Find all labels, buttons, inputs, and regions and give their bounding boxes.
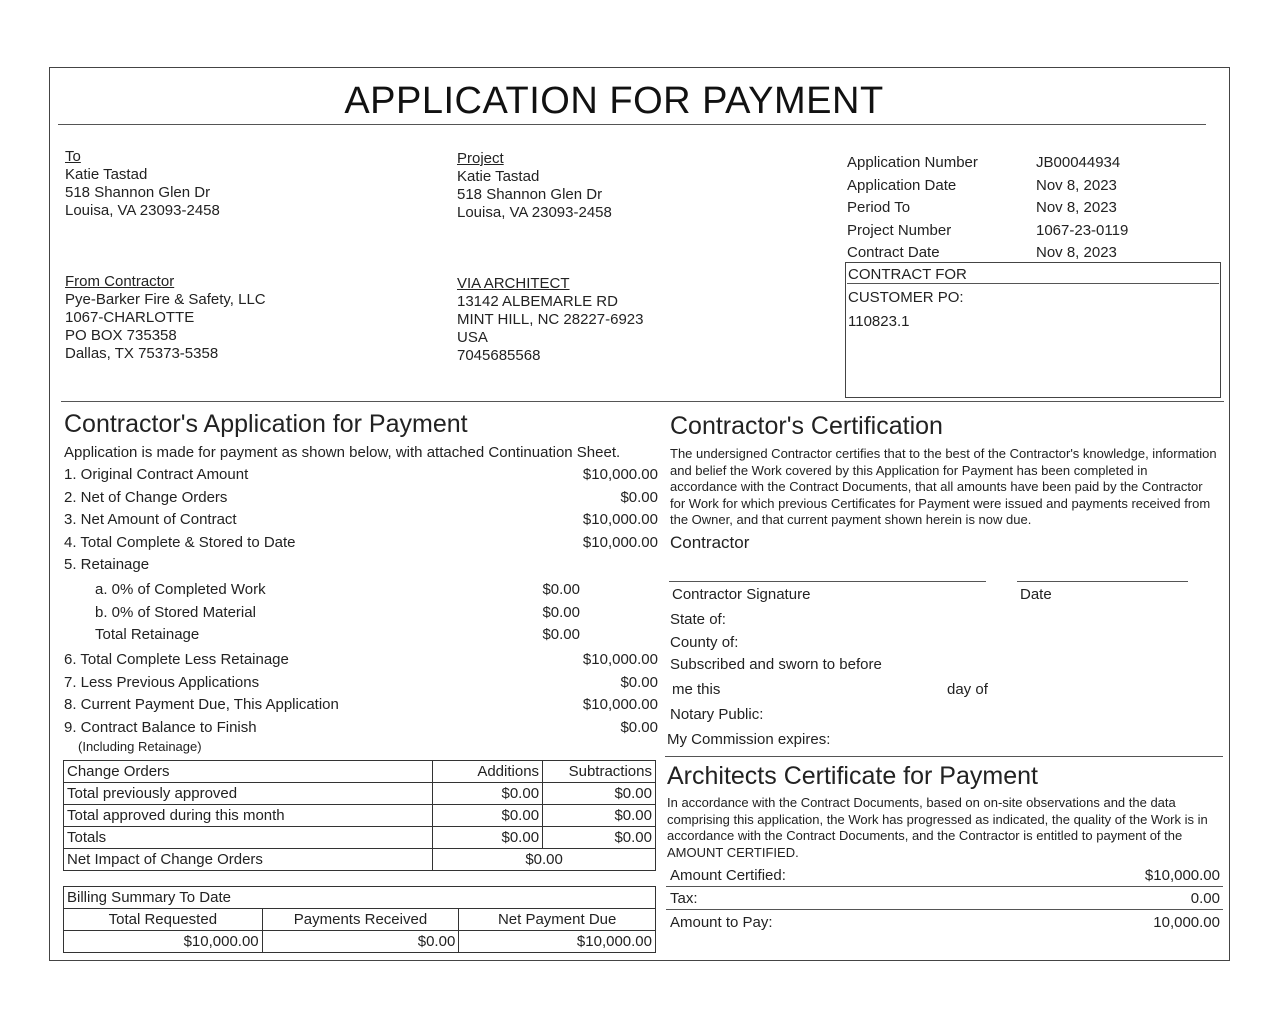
previously-approved-additions: $0.00 — [433, 783, 543, 805]
contractor-label: Contractor — [670, 533, 750, 552]
contract-balance-note: (Including Retainage) — [78, 739, 202, 754]
total-retainage-value: $0.00 — [542, 626, 580, 643]
amount-certified-value: $10,000.00 — [1144, 867, 1220, 884]
net-impact-label: Net Impact of Change Orders — [64, 849, 433, 871]
project-address-line2: Louisa, VA 23093-2458 — [457, 204, 612, 221]
previous-applications-label: 7. Less Previous Applications — [64, 674, 260, 691]
completed-work-retainage-label: a. 0% of Completed Work — [95, 581, 266, 598]
contractor-signature-label: Contractor Signature — [672, 586, 811, 603]
customer-po-label: CUSTOMER PO: — [848, 289, 964, 306]
change-orders-table — [63, 760, 656, 871]
commission-expires-label: My Commission expires: — [667, 731, 831, 748]
contract-balance-value: $0.00 — [620, 719, 658, 736]
info-labels — [847, 152, 978, 265]
tax-label: Tax: — [670, 890, 698, 907]
certification-heading: Contractor's Certification — [670, 412, 943, 440]
me-this-label: me this — [672, 681, 721, 698]
from-name: Pye-Barker Fire & Safety, LLC — [65, 291, 266, 308]
to-address-line1: 518 Shannon Glen Dr — [65, 184, 211, 201]
current-payment-due-label: 8. Current Payment Due, This Application — [64, 696, 339, 713]
from-contractor-block — [65, 273, 266, 363]
project-number-label: Project Number — [847, 221, 952, 239]
from-heading: From Contractor — [65, 273, 175, 290]
complete-less-retainage-value: $10,000.00 — [582, 651, 658, 668]
to-address-line2: Louisa, VA 23093-2458 — [65, 202, 220, 219]
previous-applications-value: $0.00 — [620, 674, 658, 691]
period-to-label: Period To — [847, 199, 911, 216]
amount-certified-label: Amount Certified: — [670, 867, 786, 884]
net-change-orders-label: 2. Net of Change Orders — [64, 489, 228, 506]
via-heading: VIA ARCHITECT — [457, 275, 570, 292]
subscribed-sworn-label: Subscribed and sworn to before — [670, 656, 882, 673]
architect-heading: Architects Certificate for Payment — [667, 762, 1038, 790]
original-contract-label: 1. Original Contract Amount — [64, 466, 249, 483]
totals-subtractions: $0.00 — [543, 827, 656, 849]
contract-date-label: Contract Date — [847, 244, 940, 261]
to-name: Katie Tastad — [65, 166, 148, 183]
net-amount-contract-value: $10,000.00 — [582, 511, 658, 528]
total-complete-label: 4. Total Complete & Stored to Date — [64, 534, 296, 551]
day-of-label: day of — [947, 681, 988, 698]
approved-this-month-additions: $0.00 — [433, 805, 543, 827]
total-requested-value: $10,000.00 — [64, 931, 263, 953]
via-architect-block — [457, 275, 643, 365]
from-line3: Dallas, TX 75373-5358 — [65, 345, 219, 362]
application-number-label: Application Number — [847, 154, 978, 171]
date-line — [1017, 581, 1188, 582]
application-intro: Application is made for payment as shown below, with attached Continuation Sheet. — [64, 444, 621, 461]
via-line2: MINT HILL, NC 28227-6923 — [457, 311, 644, 328]
net-amount-contract-label: 3. Net Amount of Contract — [64, 511, 237, 528]
page-title: APPLICATION FOR PAYMENT — [344, 80, 884, 122]
amount-to-pay-value: 10,000.00 — [1153, 914, 1220, 931]
net-impact-value: $0.00 — [433, 849, 656, 871]
project-address-line1: 518 Shannon Glen Dr — [457, 186, 603, 203]
contract-date-value: Nov 8, 2023 — [1036, 244, 1117, 261]
title-divider — [58, 124, 1206, 125]
state-of-label: State of: — [670, 611, 726, 628]
signature-line — [669, 581, 986, 582]
to-heading: To — [65, 148, 81, 165]
total-retainage-label: Total Retainage — [95, 626, 200, 643]
original-contract-value: $10,000.00 — [582, 466, 658, 483]
project-block — [457, 150, 612, 222]
table-row — [64, 931, 656, 953]
payments-received-header: Payments Received — [262, 909, 459, 931]
change-orders-header: Change Orders — [64, 761, 433, 783]
application-date-value: Nov 8, 2023 — [1036, 176, 1117, 194]
change-orders-header-row — [64, 761, 656, 783]
period-to-value: Nov 8, 2023 — [1036, 199, 1117, 216]
county-of-label: County of: — [670, 634, 739, 651]
approved-this-month-subtractions: $0.00 — [543, 805, 656, 827]
net-payment-due-value: $10,000.00 — [459, 931, 656, 953]
subtractions-header: Subtractions — [543, 761, 656, 783]
project-name: Katie Tastad — [457, 168, 540, 185]
application-heading: Contractor's Application for Payment — [64, 410, 468, 438]
current-payment-due-value: $10,000.00 — [582, 696, 658, 713]
previously-approved-label: Total previously approved — [64, 783, 433, 805]
complete-less-retainage-label: 6. Total Complete Less Retainage — [64, 651, 289, 668]
table-row — [64, 783, 656, 805]
previously-approved-subtractions: $0.00 — [543, 783, 656, 805]
totals-additions: $0.00 — [433, 827, 543, 849]
contract-for-heading: CONTRACT FOR — [848, 266, 967, 283]
project-number-value: 1067-23-0119 — [1036, 221, 1129, 239]
info-values — [1036, 152, 1128, 265]
payments-received-value: $0.00 — [262, 931, 459, 953]
certification-divider — [665, 756, 1223, 757]
amount-to-pay-label: Amount to Pay: — [670, 914, 773, 931]
via-line1: 13142 ALBEMARLE RD — [457, 293, 618, 310]
contract-balance-label: 9. Contract Balance to Finish — [64, 719, 257, 736]
approved-this-month-label: Total approved during this month — [64, 805, 433, 827]
table-row — [64, 805, 656, 827]
table-row — [64, 849, 656, 871]
via-line3: USA — [457, 329, 488, 346]
via-line4: 7045685568 — [457, 347, 541, 364]
retainage-label: 5. Retainage — [64, 556, 150, 573]
additions-header: Additions — [433, 761, 543, 783]
stored-material-retainage-value: $0.00 — [542, 604, 580, 621]
completed-work-retainage-value: $0.00 — [542, 581, 580, 598]
customer-po-value: 110823.1 — [848, 313, 910, 330]
stored-material-retainage-label: b. 0% of Stored Material — [95, 604, 256, 621]
certification-text: The undersigned Contractor certifies that to the best of the Contractor's knowledge, information and belief the Work covered by this Application for Payment has been completed in accordance with the Contract Documents, that all amounts have been paid by the Contractor for Work for which previous Certificates for Payment were issued and payments received from the Owner, and that current payment shown herein is now due. — [670, 446, 1217, 527]
certified-divider — [666, 886, 1223, 887]
tax-divider — [666, 909, 1223, 910]
application-number-value: JB00044934 — [1036, 154, 1121, 171]
from-line2: PO BOX 735358 — [65, 327, 177, 344]
total-requested-header: Total Requested — [64, 909, 263, 931]
header-divider — [61, 401, 1224, 402]
total-complete-value: $10,000.00 — [582, 534, 658, 551]
project-heading: Project — [457, 150, 504, 167]
architect-text: In accordance with the Contract Documents, based on on-site observations and the data comprising this application, the Work has progressed as indicated, the quality of the Work is in accordance with the Contract Documents, and the Contractor is entitled to payment of the AMOUNT CERTIFIED. — [667, 795, 1208, 860]
date-label: Date — [1020, 586, 1052, 603]
totals-label: Totals — [64, 827, 433, 849]
billing-summary-heading: Billing Summary To Date — [64, 887, 656, 909]
net-change-orders-value: $0.00 — [620, 489, 658, 506]
tax-value: 0.00 — [1190, 890, 1220, 907]
net-payment-due-header: Net Payment Due — [459, 909, 656, 931]
billing-summary-table — [63, 886, 656, 953]
table-row — [64, 827, 656, 849]
from-line1: 1067-CHARLOTTE — [65, 309, 195, 326]
notary-public-label: Notary Public: — [670, 706, 764, 723]
application-date-label: Application Date — [847, 176, 957, 194]
to-block — [65, 148, 220, 220]
